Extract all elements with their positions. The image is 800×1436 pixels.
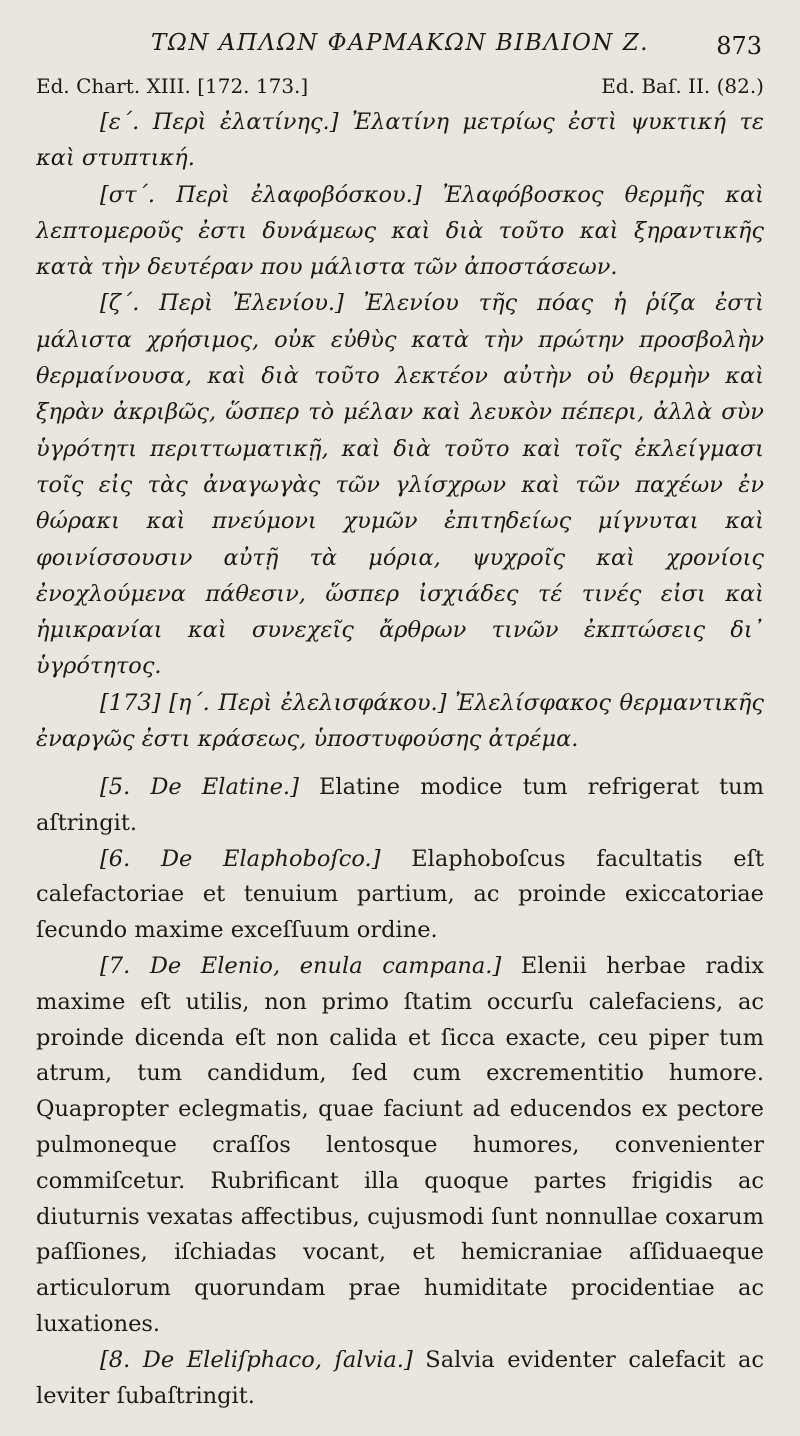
edition-basel-ref: Ed. Baſ. II. (82.) bbox=[601, 74, 764, 98]
greek-paragraph-elenium bbox=[36, 285, 764, 684]
edition-references bbox=[36, 74, 764, 102]
section-heading: [5. De Elatine.] bbox=[100, 774, 299, 800]
greek-paragraph-elaphoboscus bbox=[36, 177, 764, 286]
latin-paragraph-salvia bbox=[36, 1343, 764, 1415]
greek-text-block bbox=[36, 104, 764, 757]
page-number: 873 bbox=[716, 32, 762, 60]
paragraph-text: Ἐλενίου τῆς πόας ἡ ῥίζα ἐστὶ μάλιστα χρήσιμος, οὐκ εὐθὺς κατὰ τὴν πρώτην προσβολὴν θερμαίνουσα, καὶ διὰ τοῦτο λεκτέον αὐτὴν οὐ θερμὴν καὶ ξηρὰν ἀκριβῶς, ὥσπερ τὸ μέλαν καὶ λευκὸν πέπερι, ἀλλὰ σὺν ὑγρότητι περιττωματικῇ, καὶ διὰ τοῦτο καὶ τοῖς ἐκλείγμασι τοῖς εἰς τὰς ἀναγωγὰς τῶν γλίσχρων καὶ τῶν παχέων ἐν θώρακι καὶ πνεύμονι χυμῶν ἐπιτηδείως μίγνυται καὶ φοινίσσουσιν αὐτῇ τὰ μόρια, ψυχροῖς καὶ χρονίοις ἐνοχλούμενα πάθεσιν, ὥσπερ ἰσχιάδες τέ τινές εἰσι καὶ ἡμικρανίαι καὶ συνεχεῖς ἄρθρων τινῶν ἐκπτώσεις δι᾽ ὑγρότητος. bbox=[36, 290, 764, 680]
latin-paragraph-elatine bbox=[36, 770, 764, 842]
paragraph-text: Ἐλατίνη μετρίως ἐστὶ ψυκτική τε καὶ στυπτική. bbox=[36, 109, 764, 172]
latin-paragraph-elenium bbox=[36, 949, 764, 1343]
latin-text-block bbox=[36, 770, 764, 1414]
paragraph-text: Salvia evidenter calefacit ac leviter ſubaſtringit. bbox=[36, 1346, 765, 1409]
section-heading: [173] [η΄. Περὶ ἐλελισφάκου.] bbox=[100, 689, 447, 716]
paragraph-text: Elaphoboſcus facultatis eſt calefactoriae et tenuium partium, ac proinde exiccatoriae ſecundo maxime exceſſuum ordine. bbox=[36, 845, 764, 944]
section-heading: [7. De Elenio, enula campana.] bbox=[100, 952, 502, 979]
edition-chart-ref: Ed. Chart. XIII. [172. 173.] bbox=[36, 74, 309, 98]
section-heading: [ζ΄. Περὶ Ἐλενίου.] bbox=[100, 290, 344, 317]
running-title: ΤΩΝ ΑΠΛΩΝ ΦΑΡΜΑΚΩΝ ΒΙΒΛΙΟΝ Ζ. bbox=[150, 30, 650, 56]
running-head bbox=[0, 30, 800, 66]
greek-paragraph-elelisphacus bbox=[36, 685, 764, 758]
paragraph-text: Elatine modice tum refrigerat tum aſtringit. bbox=[36, 774, 764, 836]
section-heading: [στ΄. Περὶ ἐλαφοβόσκου.] bbox=[100, 181, 422, 208]
section-heading: [6. De Elaphoboſco.] bbox=[100, 845, 381, 872]
paragraph-text: Elenii herbae radix maxime eſt utilis, non primo ſtatim occurſu calefaciens, ac proinde dicenda eſt non calida et ſicca exacte, ceu piper tum atrum, tum candidum, ſed cum excrementitio humore. Quapropter eclegmatis, quae faciunt ad educendos ex pectore pulmoneque craſſos lentosque humores, convenienter commiſcetur. Rubrificant illa quoque partes frigidis ac diuturnis vexatas affectibus, cujusmodi ſunt nonnullae coxarum paſſiones, iſchiadas vocant, et hemicraniae aſſiduaeque articulorum quorundam prae humiditate procidentiae ac luxationes. bbox=[36, 952, 764, 1337]
paragraph-text: Ἐλαφόβοσκος θερμῆς καὶ λεπτομεροῦς ἐστι δυνάμεως καὶ διὰ τοῦτο καὶ ξηραντικῆς κατὰ τὴν δευτέραν που μάλιστα τῶν ἀποστάσεων. bbox=[36, 181, 764, 281]
section-heading: [8. De Eleliſphaco, ſalvia.] bbox=[100, 1346, 413, 1373]
section-heading: [ε΄. Περὶ ἐλατίνης.] bbox=[100, 109, 339, 135]
greek-paragraph-elatine bbox=[36, 104, 764, 177]
latin-paragraph-elaphoboscus bbox=[36, 842, 764, 949]
paragraph-text: Ἐλελίσφακος θερμαντικῆς ἐναργῶς ἐστι κράσεως, ὑποστυφούσης ἀτρέμα. bbox=[36, 689, 764, 753]
